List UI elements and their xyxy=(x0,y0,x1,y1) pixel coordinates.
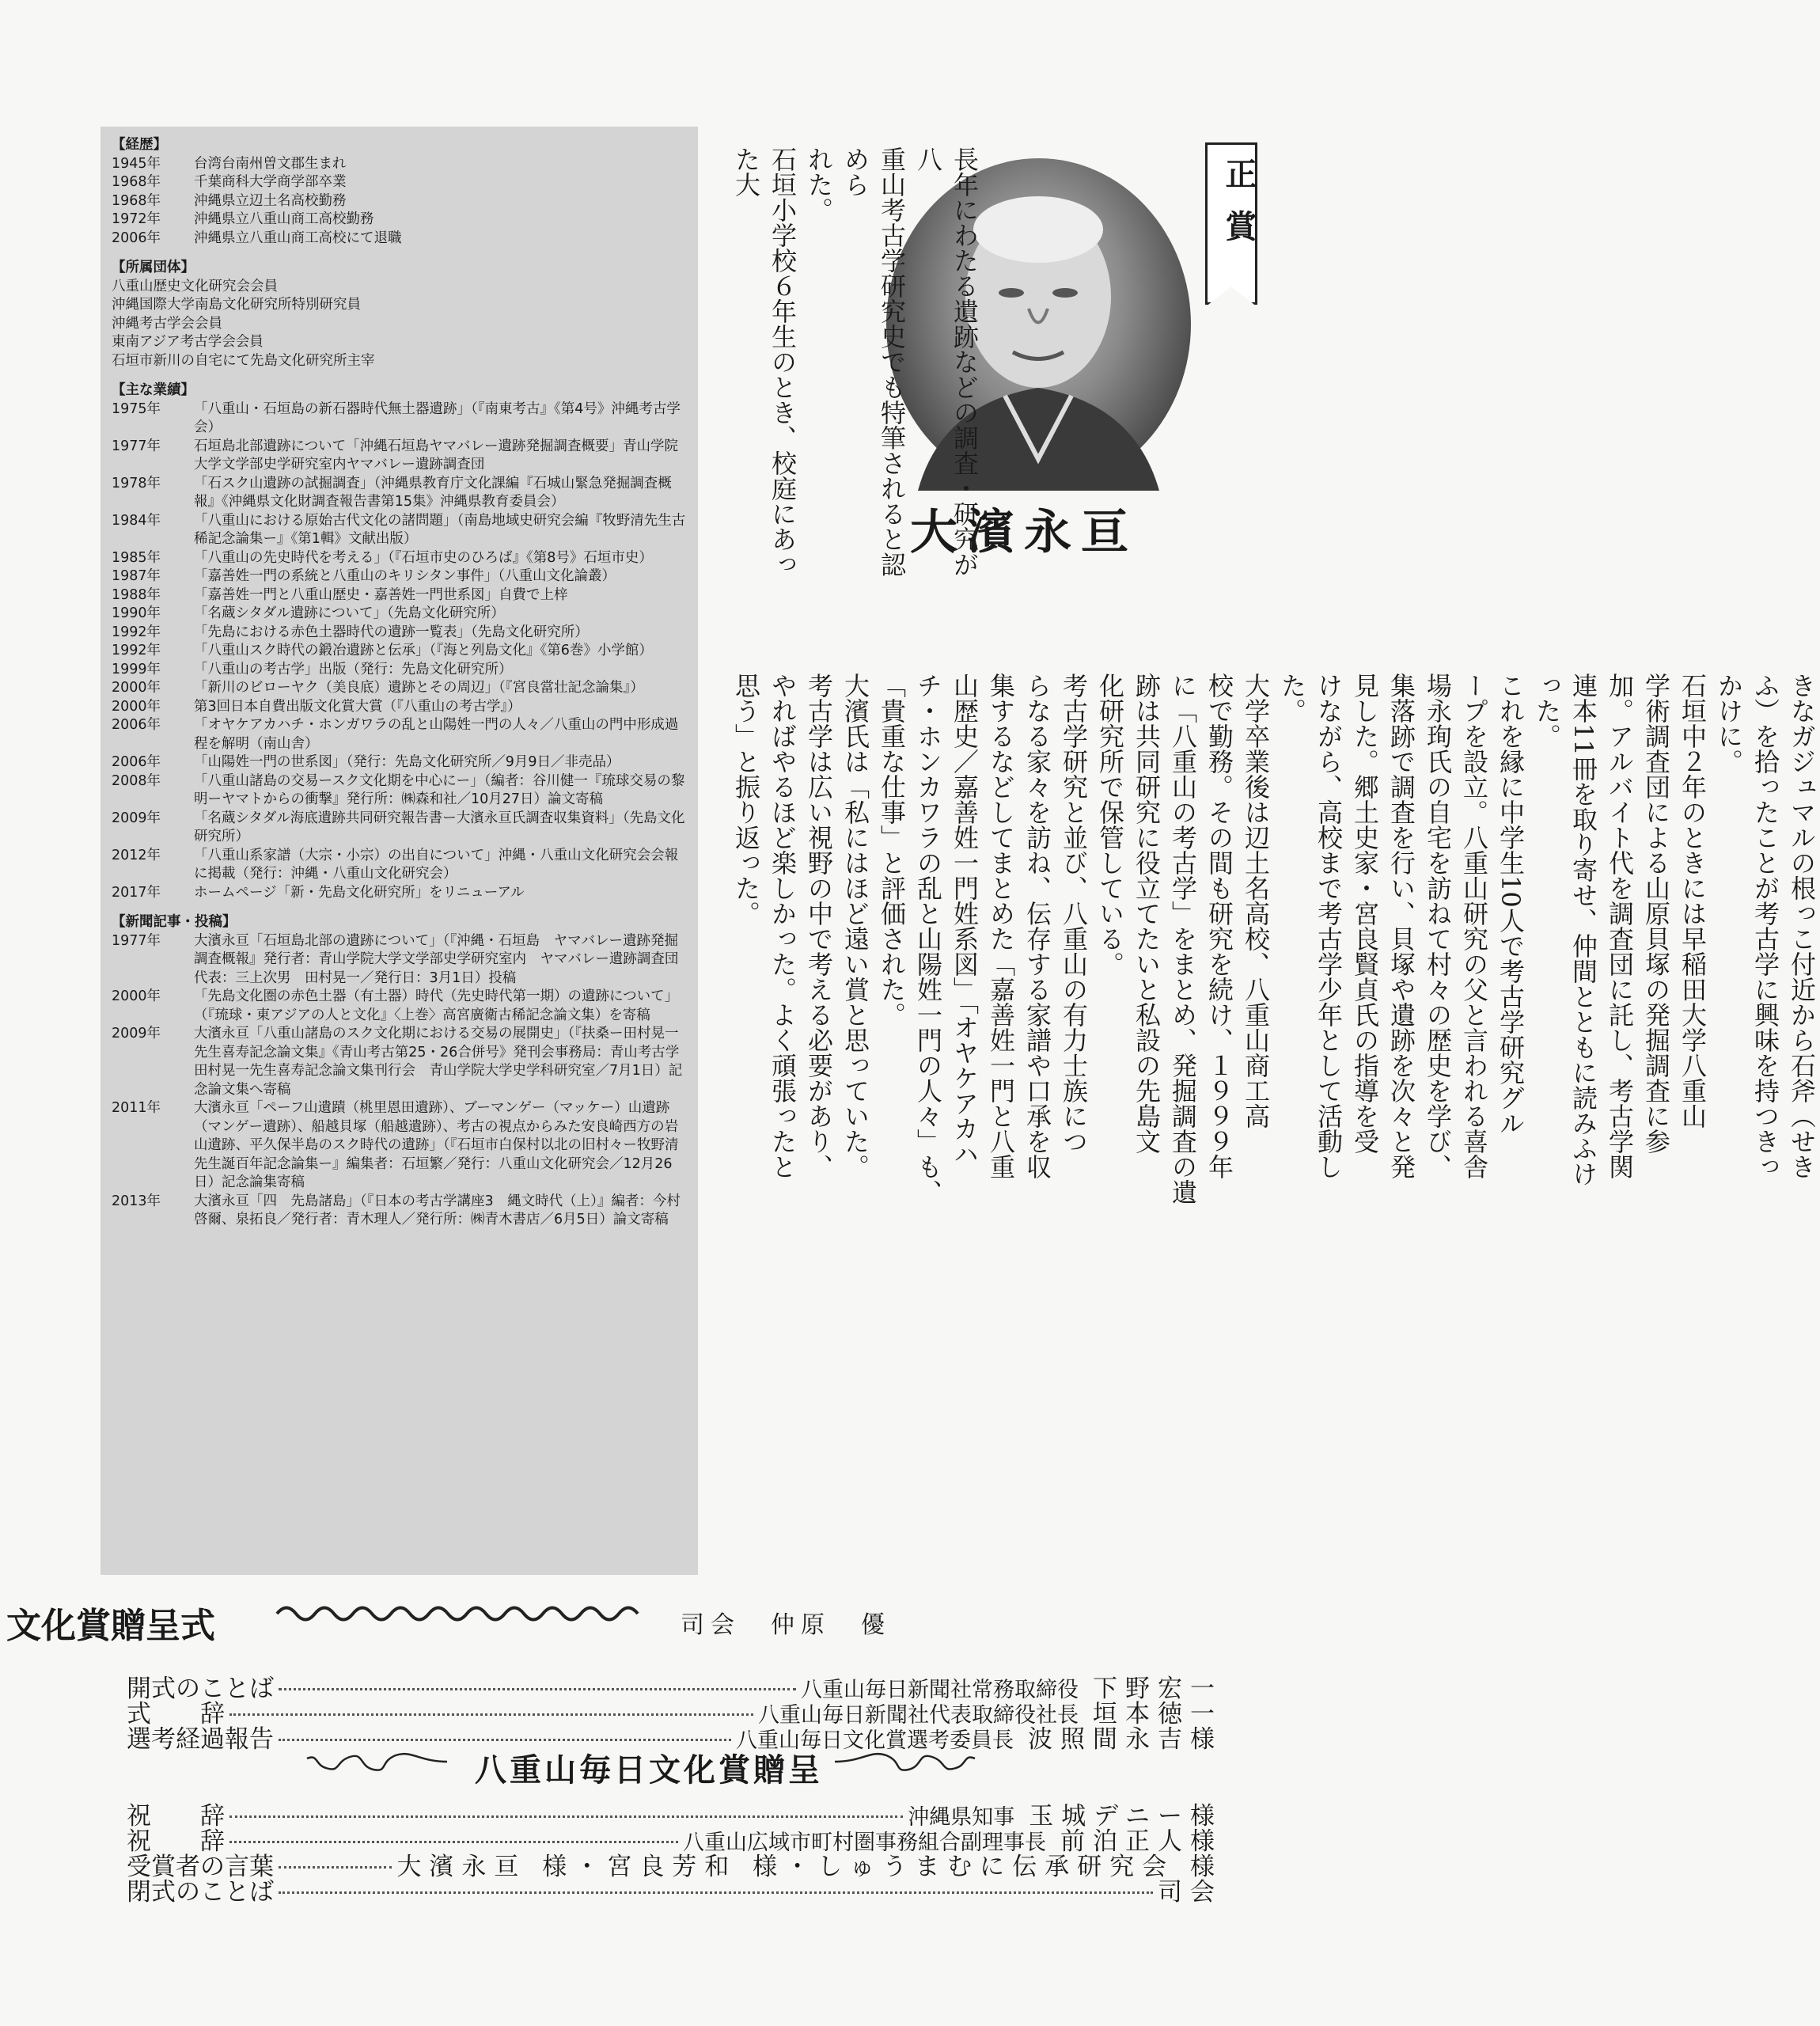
news-item-text: 大濱永亘「八重山諸島のスク文化期における交易の展開史」（『扶桑ー田村晃一先生喜寿記念論文集』《青山考古第25・26合併号》発刊会事務局：青山考古学田村晃一先生喜寿記念論文集刊行会 青山学院大学史学科研究室／7月1日）記念論文集へ寄稿 xyxy=(194,1026,683,1098)
dot-leader xyxy=(279,1739,731,1741)
news-item xyxy=(112,1025,687,1099)
works-item-text: ホームページ「新・先島文化研究所」をリニューアル xyxy=(194,884,525,901)
works-item xyxy=(112,512,687,549)
group-item: 八重山歴史文化研究会会員 xyxy=(112,278,278,294)
news-item-year: 2000年 xyxy=(112,988,161,1004)
career-item-text: 台湾台南州曽文郡生まれ xyxy=(194,155,347,172)
works-item-year: 1984年 xyxy=(112,512,161,529)
news-item-text: 大濱永亘「石垣島北部の遺跡について」（『沖縄・石垣島 ヤマバレー遺跡発掘調査概報』発行者：青山学院大学文学部史学研究室内 ヤマバレー遺跡調査団 代表：三上次男 田村晃一／発行日：3月1日）投稿 xyxy=(194,932,692,986)
works-item xyxy=(112,716,687,753)
program-role: 沖縄県知事 xyxy=(908,1805,1015,1830)
award-badge-text: 正賞 xyxy=(1220,157,1257,262)
works-item xyxy=(112,567,687,586)
career-list xyxy=(112,155,687,249)
group-item: 石垣市新川の自宅にて先島文化研究所主宰 xyxy=(112,352,375,369)
career-item-text: 千葉商科大学商学部卒業 xyxy=(194,174,347,190)
news-item xyxy=(112,1193,687,1230)
wave-ornament xyxy=(277,1602,649,1626)
group-item: 沖縄考古学会会員 xyxy=(112,315,222,332)
works-item-year: 1987年 xyxy=(112,568,161,584)
works-item xyxy=(112,438,687,475)
works-item-year: 2006年 xyxy=(112,754,161,770)
career-item-year: 1968年 xyxy=(112,174,161,190)
program-label: 式 辞 xyxy=(127,1700,225,1728)
program-label: 選考経過報告 xyxy=(127,1725,274,1754)
news-item-text: 「先島文化圏の赤色土器（有土器）時代（先史時代第一期）の遺跡について」（『琉球・東アジアの人と文化』〈上巻〉高宮廣衛古稀記念論文集）を寄稿 xyxy=(194,988,679,1023)
program-person: 司会 xyxy=(1158,1878,1223,1906)
works-item xyxy=(112,400,687,438)
works-item-text: 「嘉善姓一門と八重山歴史・嘉善姓一門世系図」自費で上梓 xyxy=(194,586,568,603)
career-item xyxy=(112,230,687,249)
works-item xyxy=(112,586,687,605)
career-item-year: 2006年 xyxy=(112,230,161,246)
award-badge xyxy=(1205,142,1257,305)
works-item xyxy=(112,549,687,568)
dot-leader xyxy=(279,1866,392,1869)
program-role: 八重山広域市町村圏事務組合副理事長 xyxy=(683,1831,1046,1855)
mc-name: 仲原 優 xyxy=(771,1611,891,1639)
dot-leader xyxy=(229,1841,678,1843)
program-person: 波照間永吉様 xyxy=(1028,1725,1223,1754)
program-role: 八重山毎日新聞社代表取締役社長 xyxy=(758,1703,1079,1728)
news-heading: 【新聞記事・投稿】 xyxy=(112,914,237,930)
badge-notch xyxy=(1205,286,1257,307)
works-item xyxy=(112,847,687,884)
works-item-text: 「八重山における原始古代文化の諸問題」（南島地域史研究会編『牧野清先生古稀記念論集ー』《第1輯》文献出版） xyxy=(194,512,686,547)
works-item xyxy=(112,810,687,847)
program-role: 八重山毎日新聞社常務取締役 xyxy=(801,1678,1079,1702)
group-item: 東南アジア考古学会会員 xyxy=(112,334,264,350)
works-item-year: 1978年 xyxy=(112,475,161,491)
works-item xyxy=(112,679,687,698)
news-item xyxy=(112,1099,687,1193)
program-label: 受賞者の言葉 xyxy=(127,1853,274,1881)
works-item-year: 1988年 xyxy=(112,586,161,603)
article-body-top: 長年にわたる遺跡などの調査・研究が八 重山考古学研究史でも特筆されると認めら れた。 石垣小学校６年生のとき、校庭にあった大 xyxy=(731,146,980,577)
works-item-text: 「先島における赤色土器時代の遺跡一覧表」（先島文化研究所） xyxy=(194,624,589,640)
program-person: 玉城デニー様 xyxy=(1029,1802,1223,1831)
program-label: 閉式のことば xyxy=(127,1878,274,1906)
ceremony-title: 文化賞贈呈式 xyxy=(6,1606,215,1646)
news-list xyxy=(112,932,692,1230)
works-item xyxy=(112,642,687,661)
career-heading: 【経歴】 xyxy=(112,137,167,153)
dot-leader xyxy=(229,1713,753,1716)
mc-label: 司会 xyxy=(681,1611,741,1639)
dot-leader xyxy=(279,1688,796,1690)
career-item-year: 1968年 xyxy=(112,192,161,209)
works-item-text: 「名蔵シタダル海底遺跡共同研究報告書ー大濱永亘氏調査収集資料」（先島文化研究所） xyxy=(194,810,685,844)
presentation-title: 八重山毎日文化賞贈呈 xyxy=(475,1751,823,1789)
works-item-year: 2000年 xyxy=(112,680,161,696)
program-item xyxy=(127,1872,1223,1907)
career-item xyxy=(112,192,687,211)
works-item-year: 1992年 xyxy=(112,643,161,658)
news-item-year: 2013年 xyxy=(112,1193,161,1209)
works-item-year: 2008年 xyxy=(112,772,161,789)
mc xyxy=(681,1605,891,1640)
works-item-text: 「八重山の先史時代を考える」（『石垣市史のひろば』《第8号》石垣市史） xyxy=(194,549,653,566)
groups-heading: 【所属団体】 xyxy=(112,260,195,275)
works-item xyxy=(112,884,687,903)
works-item-text: 「八重山諸島の交易ースク文化期を中心にー」（編者：谷川健一『琉球交易の黎明ーヤマトからの衝撃』発行所：㈱森和社／10月27日）論文寄稿 xyxy=(194,772,685,807)
program-person: 下野宏一 xyxy=(1093,1675,1223,1703)
works-item-text: 第3回日本自費出版文化賞大賞（『八重山の考古学』） xyxy=(194,698,521,715)
program-label: 開式のことば xyxy=(127,1675,274,1703)
works-item-text: 「山陽姓一門の世系図」（発行：先島文化研究所／9月9日／非売品） xyxy=(194,754,620,770)
works-item-year: 1992年 xyxy=(112,624,161,640)
works-item xyxy=(112,753,687,772)
career-item xyxy=(112,211,687,230)
works-item-year: 1985年 xyxy=(112,549,161,566)
news-item-year: 1977年 xyxy=(112,932,161,949)
works-item-text: 「八重山の考古学」出版（発行：先島文化研究所） xyxy=(194,661,513,677)
works-item xyxy=(112,698,687,717)
works-item-text: 「新川のビローヤク（美良底）遺跡とその周辺」（『宮良當壮記念論集』） xyxy=(194,680,644,696)
career-item-year: 1972年 xyxy=(112,211,161,227)
news-item-text: 大濱永亘「ペーフ山遺蹟（桃里恩田遺跡）、ブーマンゲー（マッケー）山遺跡（マンゲー遺跡）、船越貝塚（船越遺跡）、考古の視点からみた安良崎西方の岩山遺跡、平久保半島のスク時代の遺跡」（『石垣市白保村以北の旧村々ー牧野清先生誕百年記念論集ー』編集者：石垣繁／発行：八重山文化研究会／12月26日）記念論集寄稿 xyxy=(194,1100,679,1190)
program-role: 八重山毎日文化賞選考委員長 xyxy=(736,1728,1014,1753)
dot-leader xyxy=(279,1891,1153,1894)
career-item-text: 沖縄県立八重山商工高校勤務 xyxy=(194,211,374,227)
program-item xyxy=(127,1719,1223,1755)
career-item-text: 沖縄県立八重山商工高校にて退職 xyxy=(194,230,402,246)
works-item xyxy=(112,475,687,512)
works-item-text: 「八重山・石垣島の新石器時代無土器遺跡」（『南東考古』《第4号》沖縄考古学会） xyxy=(194,400,681,435)
news-item-text: 大濱永亘「四 先島諸島」（『日本の考古学講座3 縄文時代（上）』編者：今村啓爾、泉拓良／発行者：青木理人／発行所：㈱青木書店／6月5日）論文寄稿 xyxy=(194,1193,681,1227)
program-person: 前泊正人様 xyxy=(1060,1827,1223,1856)
news-item xyxy=(112,932,692,988)
works-item-year: 1999年 xyxy=(112,661,161,677)
news-item-year: 2011年 xyxy=(112,1100,161,1116)
program-label: 祝 辞 xyxy=(127,1802,225,1831)
groups-list xyxy=(112,278,687,371)
works-item-year: 1990年 xyxy=(112,605,161,621)
works-item-text: 「嘉善姓一門の系統と八重山のキリシタン事件」（八重山文化論叢） xyxy=(194,568,616,584)
works-item xyxy=(112,661,687,680)
career-item xyxy=(112,173,687,192)
works-item-year: 1977年 xyxy=(112,438,161,454)
career-item xyxy=(112,155,687,174)
works-item-year: 2009年 xyxy=(112,810,161,826)
works-item-year: 2012年 xyxy=(112,847,161,863)
works-item-text: 「石スク山遺跡の試掘調査」（沖縄県教育庁文化課編『石城山緊急発掘調査概報』《沖縄県文化財調査報告書第15集》沖縄県教育委員会） xyxy=(194,475,672,510)
works-item-text: 「オヤケアカハチ・ホンガワラの乱と山陽姓一門の人々／八重山の門中形成過程を解明（南山舎） xyxy=(194,717,679,752)
article-body-bottom: きなガジュマルの根っこ付近から石斧（せき ふ）を拾ったことが考古学に興味を持つきっ かけに。 石垣中２年のときには早稲田大学八重山 学術調査団による山原貝塚の発掘調査に参 加。アルバイト代を調査団に託し、考古学関 連本11冊を取り寄せ、仲間とともに読みふけ った。 これを縁に中学生10人で考古学研究グル ープを設立。八重山研究の父と言われる喜舎 場永珣氏の自宅を訪ねて村々の歴史を学び、 集落跡で調査を行い、貝塚や遺跡を次々と発 見した。郷土史家・宮良賢貞氏の指導を受 けながら、高校まで考古学少年として活動し た。 大学卒業後は辺土名高校、八重山商工高 校で勤務。その間も研究を続け、１９９９年 に「八重山の考古学」をまとめ、発掘調査の遺 跡は共同研究に役立てたいと私設の先島文 化研究所で保管している。 考古学研究と並び、八重山の有力士族につ らなる家々を訪ね、伝存する家譜や口承を収 集するなどしてまとめた「嘉善姓一門と八重 山歴史／嘉善姓一門姓系図」「オヤケアカハ チ・ホンカワラの乱と山陽姓一門の人々」も、 「貴重な仕事」と評価された。 大濱氏は「私にはほど遠い賞と思っていた。 考古学は広い視野の中で考える必要があり、 やればやるほど楽しかった。よく頑張ったと 思う」と振り返った。 xyxy=(731,673,1817,1205)
program-person: 大濱永亘 様・宮良芳和 様・しゅうまむに伝承研究会 様 xyxy=(396,1853,1223,1881)
works-item xyxy=(112,624,687,643)
program-person: 垣本徳一 xyxy=(1093,1700,1223,1728)
works-item xyxy=(112,605,687,624)
news-item xyxy=(112,988,687,1025)
works-item-year: 2006年 xyxy=(112,717,161,733)
works-list xyxy=(112,400,687,903)
works-heading: 【主な業績】 xyxy=(112,382,195,398)
works-item-year: 1975年 xyxy=(112,400,161,417)
works-item xyxy=(112,772,687,810)
news-item-year: 2009年 xyxy=(112,1026,161,1041)
career-item-year: 1945年 xyxy=(112,155,161,172)
works-item-year: 2017年 xyxy=(112,884,161,901)
works-item-year: 2000年 xyxy=(112,698,161,715)
recipient-name: 大濱永亘 xyxy=(910,505,1138,560)
profile-sidebar xyxy=(100,127,698,1575)
career-item-text: 沖縄県立辺土名高校勤務 xyxy=(194,192,347,209)
dot-leader xyxy=(229,1815,903,1818)
group-item: 沖縄国際大学南島文化研究所特別研究員 xyxy=(112,297,361,313)
program-label: 祝 辞 xyxy=(127,1827,225,1856)
works-item-text: 「八重山スク時代の鍛冶遺跡と伝承」（『海と列島文化』《第6巻》小学館） xyxy=(194,643,653,658)
works-item-text: 「名蔵シタダル遺跡について」（先島文化研究所） xyxy=(194,605,505,621)
works-item-text: 「八重山系家譜（大宗・小宗）の出自について」沖縄・八重山文化研究会会報に掲載（発行：沖縄・八重山文化研究会） xyxy=(194,847,679,882)
works-item-text: 石垣島北部遺跡について「沖縄石垣島ヤマバレー遺跡発掘調査概要」青山学院大学文学部史学研究室内ヤマバレー遺跡調査団 xyxy=(194,438,678,472)
